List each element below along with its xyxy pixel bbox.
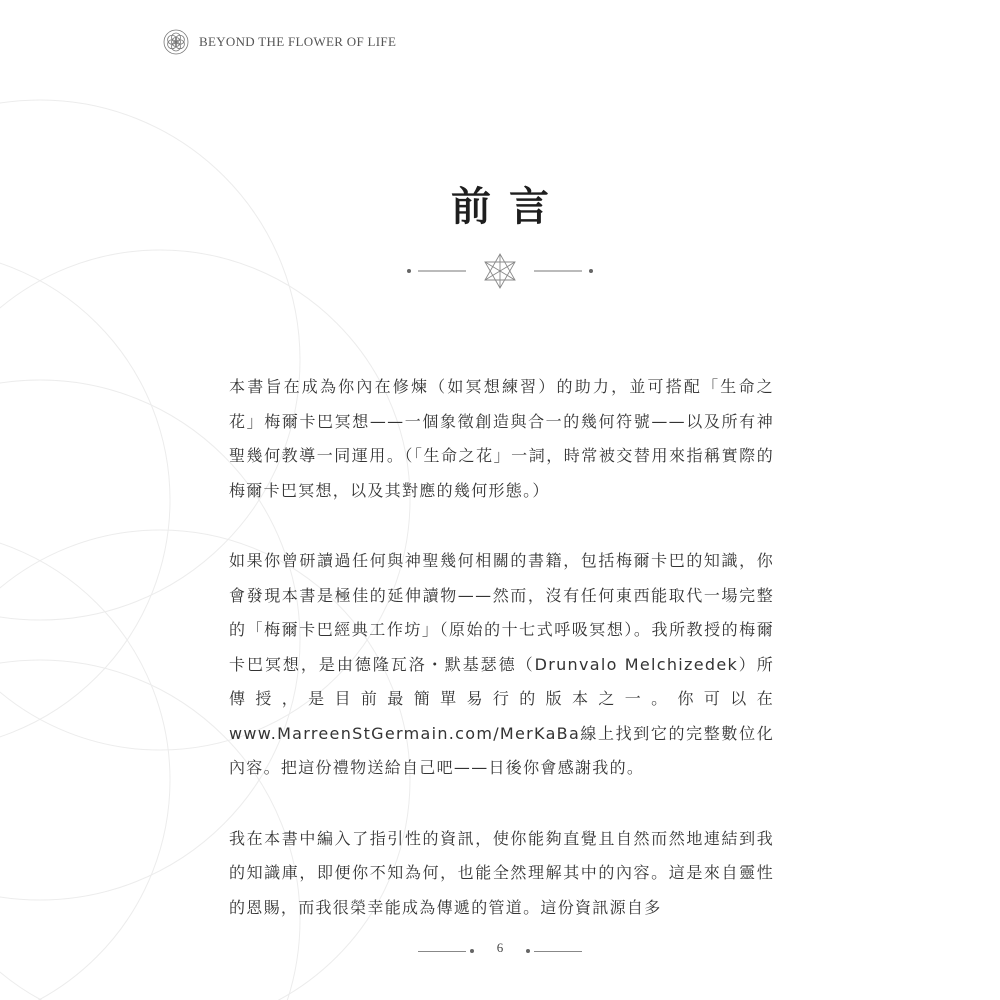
book-title: BEYOND THE FLOWER OF LIFE — [199, 34, 397, 49]
flower-of-life-icon — [163, 29, 189, 55]
footer-dot-right — [526, 949, 530, 953]
footer-line-right — [534, 951, 582, 952]
chapter-heading: 前言 — [451, 183, 567, 230]
merkaba-star-icon — [485, 254, 515, 288]
ornament-dot-right — [589, 269, 593, 273]
paragraph-3: 我在本書中編入了指引性的資訊，使你能夠直覺且自然而然地連結到我的知識庫，即便你不知為何，也能全然理解其中的內容。這是來自靈性的恩賜，而我很榮幸能成為傳遞的管道。這份資訊源自多 — [229, 828, 774, 917]
footer-line-left — [418, 951, 466, 952]
paragraph-2: 如果你曾研讀過任何與神聖幾何相關的書籍，包括梅爾卡巴的知識，你會發現本書是極佳的延伸讀物——然而，沒有任何東西能取代一場完整的「梅爾卡巴經典工作坊」（原始的十七式呼吸冥想）。我所教授的梅爾卡巴冥想，是由德隆瓦洛・默基瑟德（Drunvalo Melchizedek）所傳授，是目前最簡單易行的版本之一。你可以在www.MarreenStGermain.com/MerKaBa線上找到它的完整數位化內容。把這份禮物送給自己吧——日後你會感謝我的。 — [229, 551, 774, 777]
page-number: 6 — [496, 940, 504, 955]
running-header — [163, 28, 396, 56]
paragraph-1: 本書旨在成為你內在修煉（如冥想練習）的助力，並可搭配「生命之花」梅爾卡巴冥想——一個象徵創造與合一的幾何符號——以及所有神聖幾何教導一同運用。（「生命之花」一詞，時常被交替用來指稱實際的梅爾卡巴冥想，以及其對應的幾何形態。） — [229, 377, 774, 500]
ornament-dot-left — [407, 269, 411, 273]
page-footer — [0, 938, 1000, 968]
footer-dot-left — [470, 949, 474, 953]
body-text — [229, 370, 774, 925]
heading-ornament — [400, 248, 600, 294]
